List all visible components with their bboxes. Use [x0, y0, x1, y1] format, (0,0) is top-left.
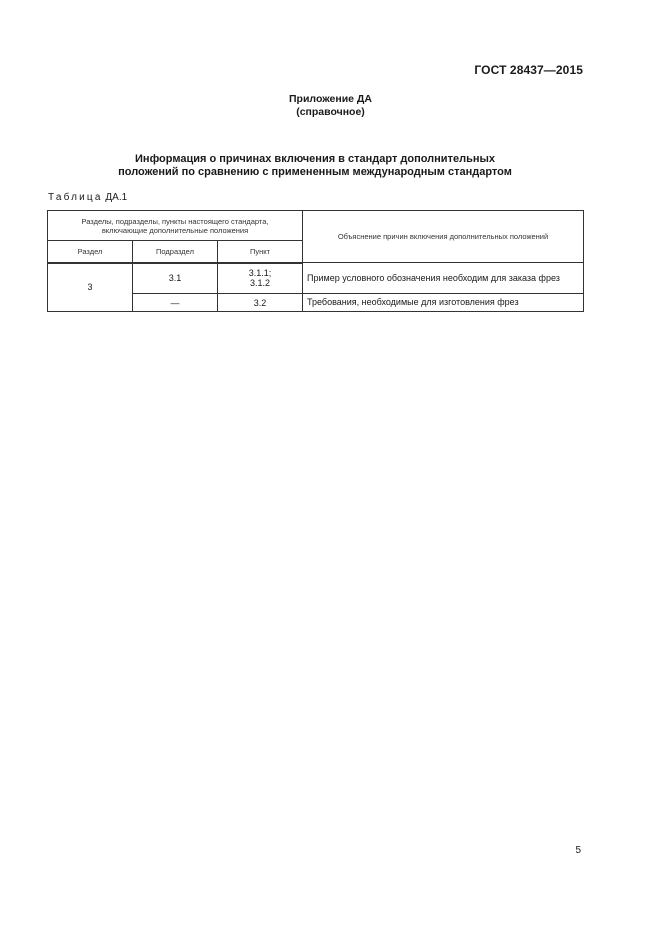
appendix-subtitle: (справочное) [296, 106, 365, 118]
explanation-cell: Требования, необходимые для изготовления фрез [303, 294, 584, 312]
appendix-title: Приложение ДА [289, 93, 372, 105]
page-number: 5 [575, 845, 581, 856]
item-header-cell: Пункт [218, 241, 303, 263]
item-line-2: 3.1.2 [249, 278, 271, 289]
table-row [48, 263, 584, 294]
appendix-heading [0, 93, 661, 119]
subsection-cell: — [133, 294, 218, 312]
table-caption [48, 192, 127, 203]
item-cell: 3.2 [218, 294, 303, 312]
explanation-cell: Пример условного обозначения необходим для заказа фрез [303, 263, 584, 294]
info-title-line-2: положений по сравнению с примененным международным стандартом [118, 166, 512, 178]
info-title-line-1: Информация о причинах включения в стандарт дополнительных [135, 153, 495, 165]
additional-provisions-table [47, 210, 584, 312]
subsection-cell: 3.1 [133, 263, 218, 294]
explanation-header-cell: Объяснение причин включения дополнительных положений [303, 211, 584, 263]
group-header-line-2: включающие дополнительные положения [101, 225, 249, 235]
section-header-cell: Раздел [48, 241, 133, 263]
info-title [0, 153, 630, 179]
item-cell [218, 263, 303, 294]
table-caption-number: ДА.1 [105, 192, 128, 203]
document-code: ГОСТ 28437—2015 [474, 63, 583, 77]
group-header-line-1: Разделы, подразделы, пункты настоящего стандарта, [81, 216, 269, 226]
section-cell: 3 [48, 263, 133, 312]
item-line-1: 3.1.1; [248, 268, 272, 279]
table-header-row [48, 211, 584, 241]
group-header-cell [48, 211, 303, 241]
table-caption-prefix: Таблица [48, 192, 103, 203]
subsection-header-cell: Подраздел [133, 241, 218, 263]
